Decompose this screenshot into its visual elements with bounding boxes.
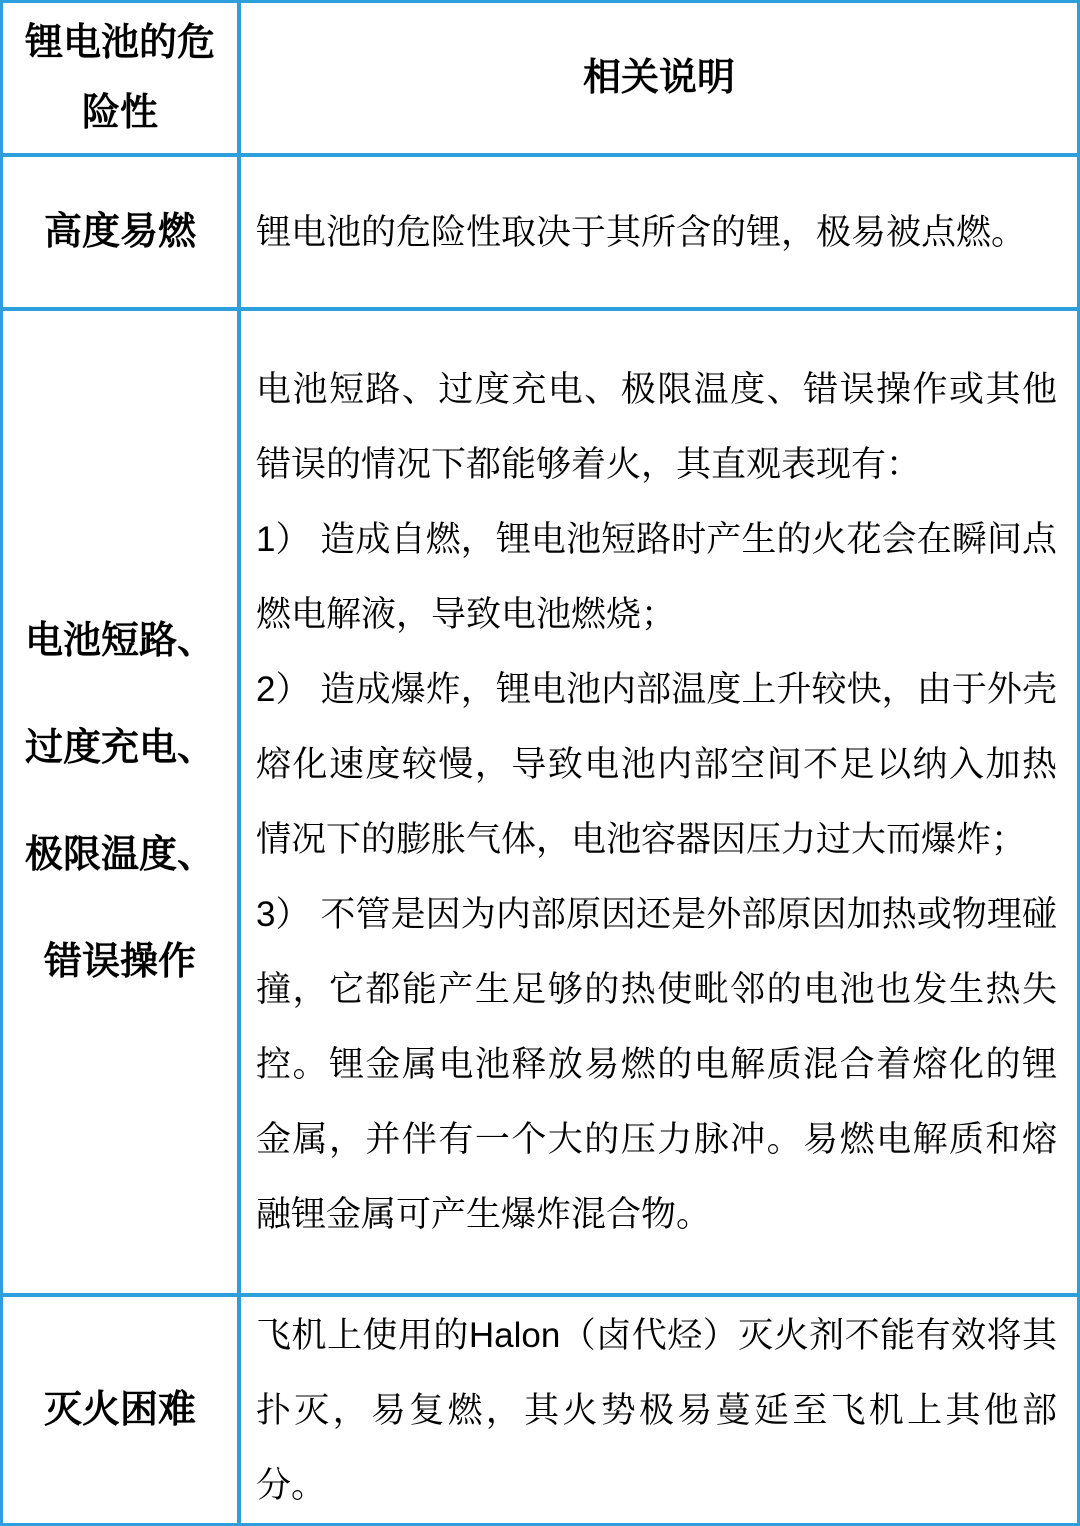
header-cell-description: 相关说明 [241,3,1077,153]
row-description-hard-to-extinguish [241,1297,1077,1523]
description-paragraph: 1） 造成自燃，锂电池短路时产生的火花会在瞬间点燃电解液，导致电池燃烧； [256,520,1057,634]
description-paragraph: 锂电池的危险性取决于其所含的锂，极易被点燃。 [256,212,1027,252]
row-label-hard-to-extinguish: 灭火困难 [3,1297,237,1523]
row-description-short-circuit-overcharge [241,311,1077,1293]
description-paragraph: 电池短路、过度充电、极限温度、错误操作或其他错误的情况下都能够着火，其直观表现有： [256,370,1057,484]
row-description-highly-flammable [241,157,1077,307]
header-cell-hazard-type: 锂电池的危险性 [3,3,237,153]
row-label-highly-flammable: 高度易燃 [3,157,237,307]
description-paragraph: 2） 造成爆炸，锂电池内部温度上升较快，由于外壳熔化速度较慢，导致电池内部空间不足以纳入加热情况下的膨胀气体，电池容器因压力过大而爆炸； [256,670,1057,859]
description-paragraph: 飞机上使用的Halon（卤代烃）灭火剂不能有效将其扑灭，易复燃，其火势极易蔓延至飞机上其他部分。 [256,1315,1057,1505]
row-label-short-circuit-overcharge: 电池短路、过度充电、极限温度、错误操作 [3,311,237,1293]
description-paragraph: 3） 不管是因为内部原因还是外部原因加热或物理碰撞，它都能产生足够的热使毗邻的电池也发生热失控。锂金属电池释放易燃的电解质混合着熔化的锂金属，并伴有一个大的压力脉冲。易燃电解质和熔融锂金属可产生爆炸混合物。 [256,895,1057,1234]
